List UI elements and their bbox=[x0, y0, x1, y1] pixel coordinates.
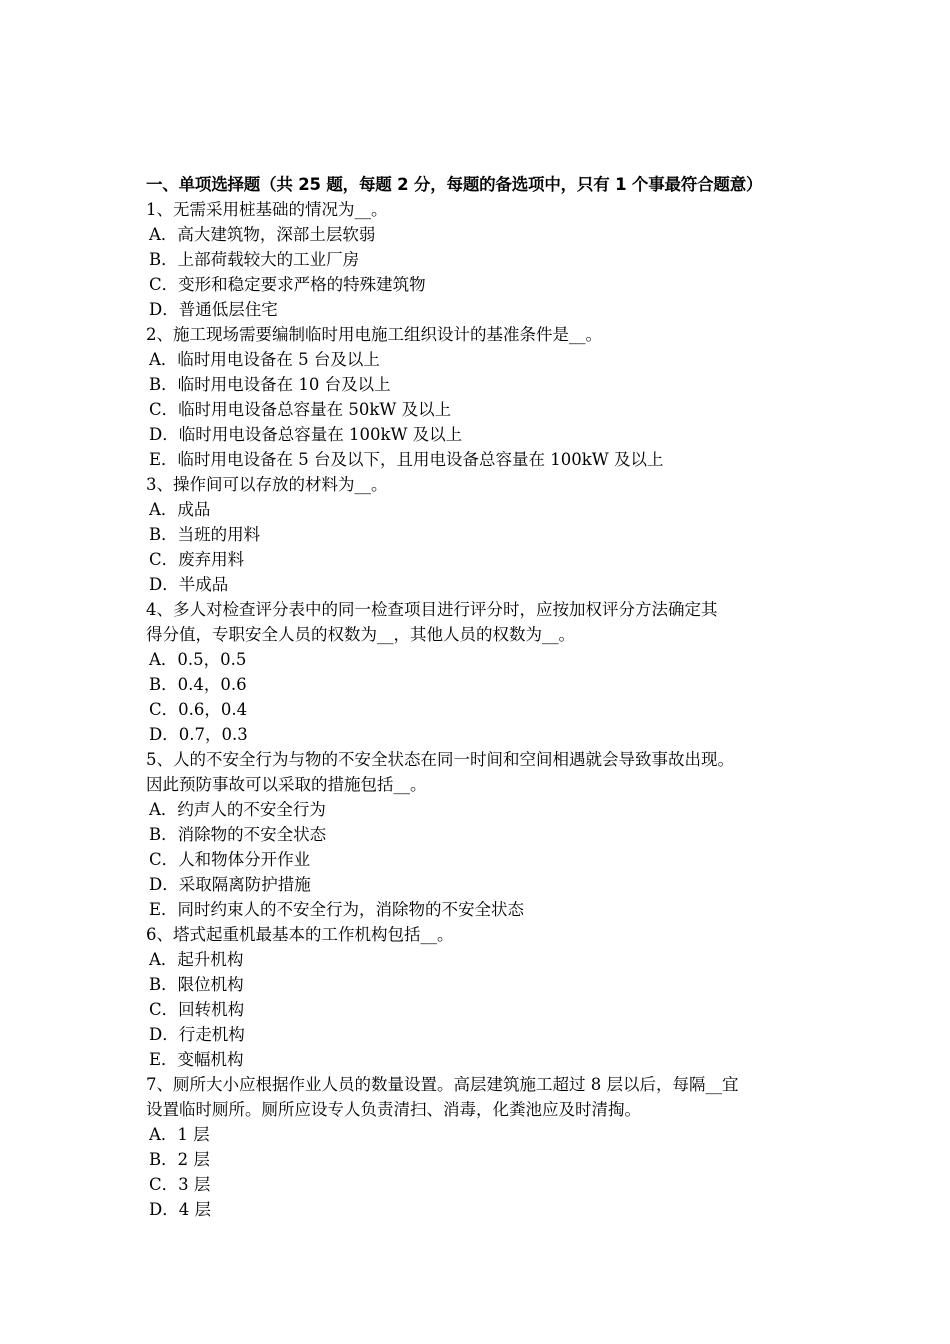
option-a: A．临时用电设备在 5 台及以上 bbox=[149, 350, 380, 369]
option-c: C．人和物体分开作业 bbox=[149, 850, 311, 869]
option-d: D．临时用电设备总容量在 100kW 及以上 bbox=[149, 425, 463, 444]
option-a: A．0.5，0.5 bbox=[149, 650, 247, 669]
option-d: D．0.7，0.3 bbox=[149, 725, 248, 744]
question-7 bbox=[146, 1072, 826, 1222]
option-b: B．上部荷载较大的工业厂房 bbox=[149, 250, 360, 269]
question-6 bbox=[146, 922, 826, 1072]
option-e: E．临时用电设备在 5 台及以下，且用电设备总容量在 100kW 及以上 bbox=[149, 450, 664, 469]
option-a: A．1 层 bbox=[149, 1125, 210, 1144]
question-text: 4、多人对检查评分表中的同一检查项目进行评分时，应按加权评分方法确定其 bbox=[146, 600, 718, 619]
section-title: 一、单项选择题（共 25 题，每题 2 分，每题的备选项中，只有 1 个事最符合题意） bbox=[146, 175, 763, 194]
option-d: D．4 层 bbox=[149, 1200, 211, 1219]
option-a: A．成品 bbox=[149, 500, 211, 519]
option-e: E．变幅机构 bbox=[149, 1050, 244, 1069]
option-c: C．3 层 bbox=[149, 1175, 211, 1194]
question-3 bbox=[146, 472, 826, 597]
question-text: 5、人的不安全行为与物的不安全状态在同一时间和空间相遇就会导致事故出现。 bbox=[146, 750, 734, 769]
option-d: D．行走机构 bbox=[149, 1025, 245, 1044]
question-text: 3、操作间可以存放的材料为__。 bbox=[146, 475, 388, 494]
question-text: 1、无需采用桩基础的情况为__。 bbox=[146, 200, 388, 219]
option-a: A．起升机构 bbox=[149, 950, 244, 969]
question-text-continued: 因此预防事故可以采取的措施包括__。 bbox=[146, 775, 427, 794]
option-b: B．2 层 bbox=[149, 1150, 210, 1169]
question-4 bbox=[146, 597, 826, 747]
question-5 bbox=[146, 747, 826, 922]
option-c: C．临时用电设备总容量在 50kW 及以上 bbox=[149, 400, 452, 419]
option-c: C．回转机构 bbox=[149, 1000, 245, 1019]
option-d: D．半成品 bbox=[149, 575, 229, 594]
option-b: B．0.4，0.6 bbox=[149, 675, 247, 694]
option-b: B．当班的用料 bbox=[149, 525, 261, 544]
question-text: 7、厕所大小应根据作业人员的数量设置。高层建筑施工超过 8 层以后，每隔__宜 bbox=[146, 1075, 739, 1094]
option-e: E．同时约束人的不安全行为，消除物的不安全状态 bbox=[149, 900, 525, 919]
option-c: C．废弃用料 bbox=[149, 550, 245, 569]
option-c: C．变形和稳定要求严格的特殊建筑物 bbox=[149, 275, 426, 294]
option-b: B．消除物的不安全状态 bbox=[149, 825, 327, 844]
question-1 bbox=[146, 197, 826, 322]
question-text: 2、施工现场需要编制临时用电施工组织设计的基准条件是__。 bbox=[146, 325, 602, 344]
exam-content bbox=[146, 172, 826, 1222]
question-text-continued: 设置临时厕所。厕所应设专人负责清扫、消毒，化粪池应及时清掏。 bbox=[146, 1100, 641, 1119]
question-text-continued: 得分值，专职安全人员的权数为__，其他人员的权数为__。 bbox=[146, 625, 575, 644]
option-b: B．限位机构 bbox=[149, 975, 244, 994]
option-b: B．临时用电设备在 10 台及以上 bbox=[149, 375, 391, 394]
option-a: A．约声人的不安全行为 bbox=[149, 800, 326, 819]
option-d: D．采取隔离防护措施 bbox=[149, 875, 311, 894]
option-a: A．高大建筑物，深部土层软弱 bbox=[149, 225, 376, 244]
option-d: D．普通低层住宅 bbox=[149, 300, 278, 319]
question-text: 6、塔式起重机最基本的工作机构包括__。 bbox=[146, 925, 454, 944]
question-2 bbox=[146, 322, 826, 472]
option-c: C．0.6，0.4 bbox=[149, 700, 248, 719]
